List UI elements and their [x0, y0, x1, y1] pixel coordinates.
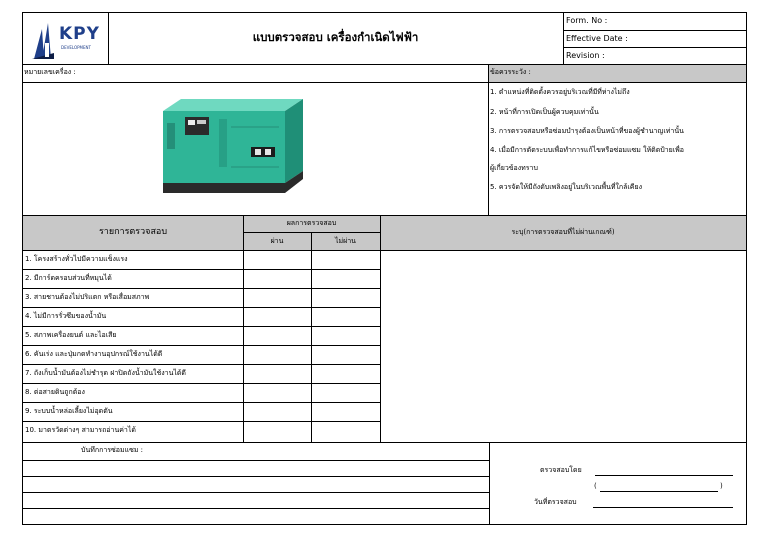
repair-line[interactable]: [23, 476, 489, 477]
logo-text: KPY: [59, 24, 100, 44]
checklist-row: 3. สายชานต้องไม่ปริแตก หรือเสื่อมสภาพ: [25, 293, 150, 301]
caution-item: 5. ควรจัดให้มีถังดับเพลิงอยู่ในบริเวณพื้นที่ใกล้เคียง: [490, 183, 643, 191]
caution-item: 1. ตำแหน่งที่ติดตั้งควรอยู่บริเวณที่มีที่ห่างไม่ถึง: [490, 88, 630, 96]
inspection-date-label: วันที่ตรวจสอบ: [534, 498, 577, 506]
open-paren: (: [594, 482, 597, 490]
inspector-name-line[interactable]: [600, 491, 718, 492]
generator-image: [161, 97, 309, 197]
effective-date-label: Effective Date :: [566, 34, 628, 43]
company-logo: [28, 19, 106, 61]
repair-line[interactable]: [23, 492, 489, 493]
col-fail-header: ไม่ผ่าน: [335, 237, 356, 245]
col-note-header: ระบุ(การตรวจสอบที่ไม่ผ่านเกณฑ์): [511, 228, 615, 236]
close-paren: ): [720, 482, 723, 490]
checklist-row: 1. โครงสร้างทั่วไปมีความแข็งแรง: [25, 255, 128, 263]
form-title: แบบตรวจสอบ เครื่องกำเนิดไฟฟ้า: [252, 30, 419, 44]
inspection-form: [22, 12, 747, 525]
checklist-row: 7. ถังเก็บน้ำมันต้องไม่ชำรุด ฝาปิดถังน้ำมันใช้งานได้ดี: [25, 369, 186, 377]
inspector-label: ตรวจสอบโดย: [540, 466, 582, 474]
repair-notes-label: บันทึกการซ่อมแซม :: [81, 446, 144, 454]
logo-subtext: DEVELOPMENT: [61, 45, 91, 50]
checklist-row: 6. คันเร่ง และปุ่มกดทำงานอุปกรณ์ใช้งานได้ดี: [25, 350, 163, 358]
col-pass-header: ผ่าน: [270, 237, 284, 245]
inspection-date-line[interactable]: [593, 507, 733, 508]
caution-item: ผู้เกี่ยวข้องทราบ: [490, 164, 538, 172]
col-item-header: รายการตรวจสอบ: [98, 227, 168, 237]
col-result-header: ผลการตรวจสอบ: [286, 219, 337, 227]
machine-number-label: หมายเลขเครื่อง :: [24, 68, 76, 76]
repair-line[interactable]: [23, 460, 489, 461]
checklist-row: 2. มีการ์ดครอบส่วนที่หมุนได้: [25, 274, 112, 282]
repair-line[interactable]: [23, 508, 489, 509]
revision-label: Revision :: [566, 51, 605, 60]
cautions-label: ข้อควรระวัง :: [490, 68, 531, 76]
caution-item: 2. หน้าที่การเปิดเป็นผู้ควบคุมเท่านั้น: [490, 108, 599, 116]
caution-item: 3. การตรวจสอบหรือซ่อมบำรุงต้องเป็นหน้าที่ของผู้ชำนาญเท่านั้น: [490, 127, 684, 135]
checklist-row: 5. สภาพเครื่องยนต์ และไอเสีย: [25, 331, 117, 339]
inspector-signature-line[interactable]: [595, 475, 733, 476]
form-no-label: Form. No :: [566, 16, 608, 25]
checklist-row: 10. มาตรวัดต่างๆ สามารถอ่านค่าได้: [25, 426, 136, 434]
caution-item: 4. เมื่อมีการตัดระบบเพื่อทำการแก้ไขหรือซ่อมแซม ให้ติดป้ายเพื่อ: [490, 146, 684, 154]
checklist-row: 4. ไม่มีการรั่วซึมของน้ำมัน: [25, 312, 107, 320]
checklist-row: 9. ระบบน้ำหล่อเลี้ยงไม่อุดตัน: [25, 407, 113, 415]
checklist-row: 8. ต่อสายดินถูกต้อง: [25, 388, 85, 396]
